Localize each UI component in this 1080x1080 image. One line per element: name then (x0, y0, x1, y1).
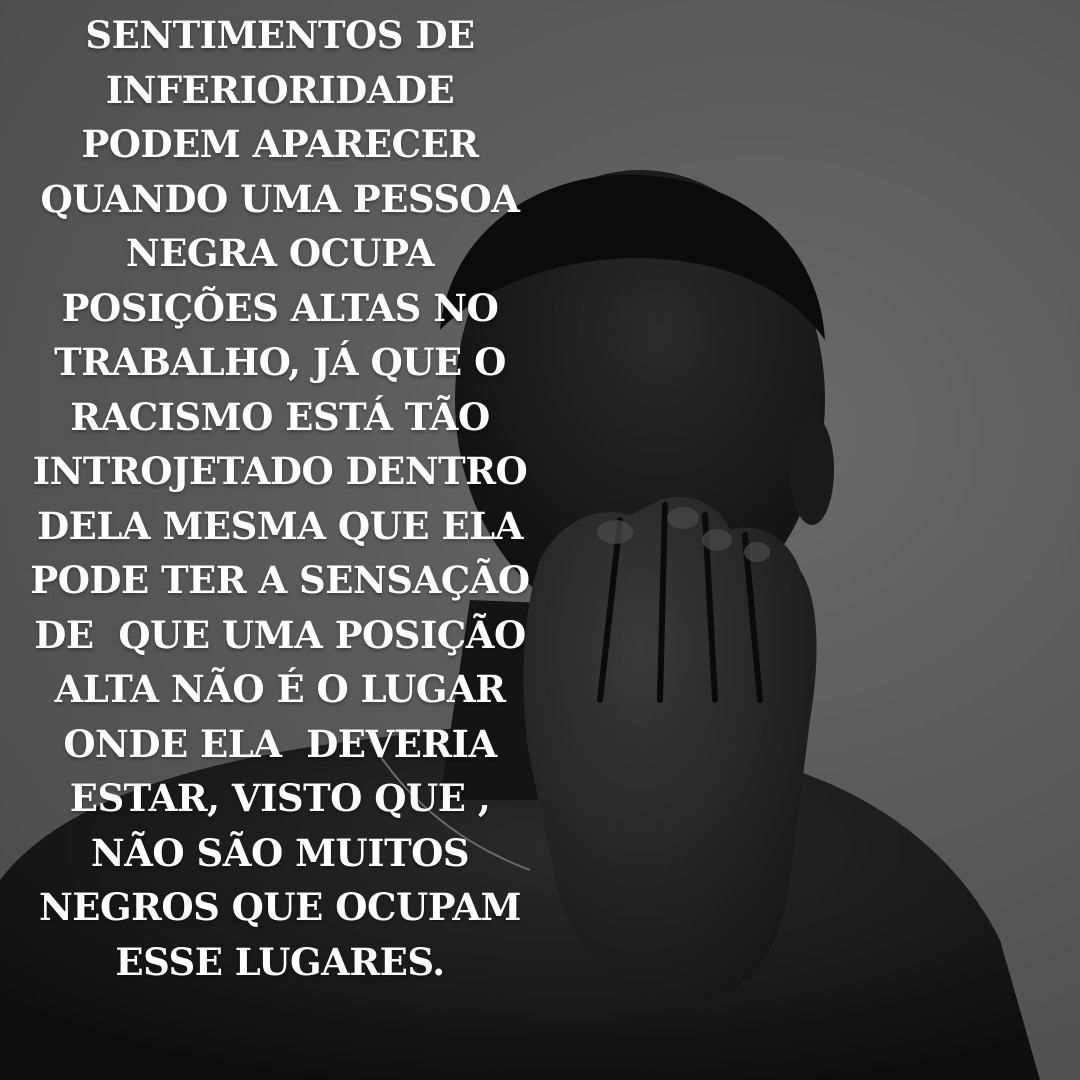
caption-line: POSIÇÕES ALTAS NO (61, 285, 499, 330)
caption-text-block (20, 8, 540, 989)
caption-line: QUANDO UMA PESSOA (40, 176, 520, 221)
caption-line: DE QUE UMA POSIÇÃO (34, 612, 526, 657)
caption-line: NEGRA OCUPA (125, 231, 435, 275)
caption-line: SENTIMENTOS DE (85, 13, 475, 57)
caption-line: PODEM APARECER (81, 122, 479, 166)
caption-line: ONDE ELA DEVERIA (63, 721, 497, 766)
caption-line: RACISMO ESTÁ TÃO (70, 394, 490, 439)
caption-line: NEGROS QUE OCUPAM (38, 885, 522, 929)
caption-line: ESSE LUGARES. (115, 939, 445, 984)
caption-line: PODE TER A SENSAÇÃO (30, 558, 530, 602)
caption-line: DELA MESMA QUE ELA (37, 503, 523, 548)
caption-line: INFERIORIDADE (105, 67, 455, 112)
ear-shape (790, 415, 834, 525)
caption-line: INTROJETADO DENTRO (32, 449, 528, 493)
caption-line: NÃO SÃO MUITOS (90, 830, 470, 875)
caption-line: ESTAR, VISTO QUE , (69, 776, 491, 820)
caption-line: ALTA NÃO É O LUGAR (54, 667, 506, 711)
caption-line: TRABALHO, JÁ QUE O (54, 340, 506, 384)
